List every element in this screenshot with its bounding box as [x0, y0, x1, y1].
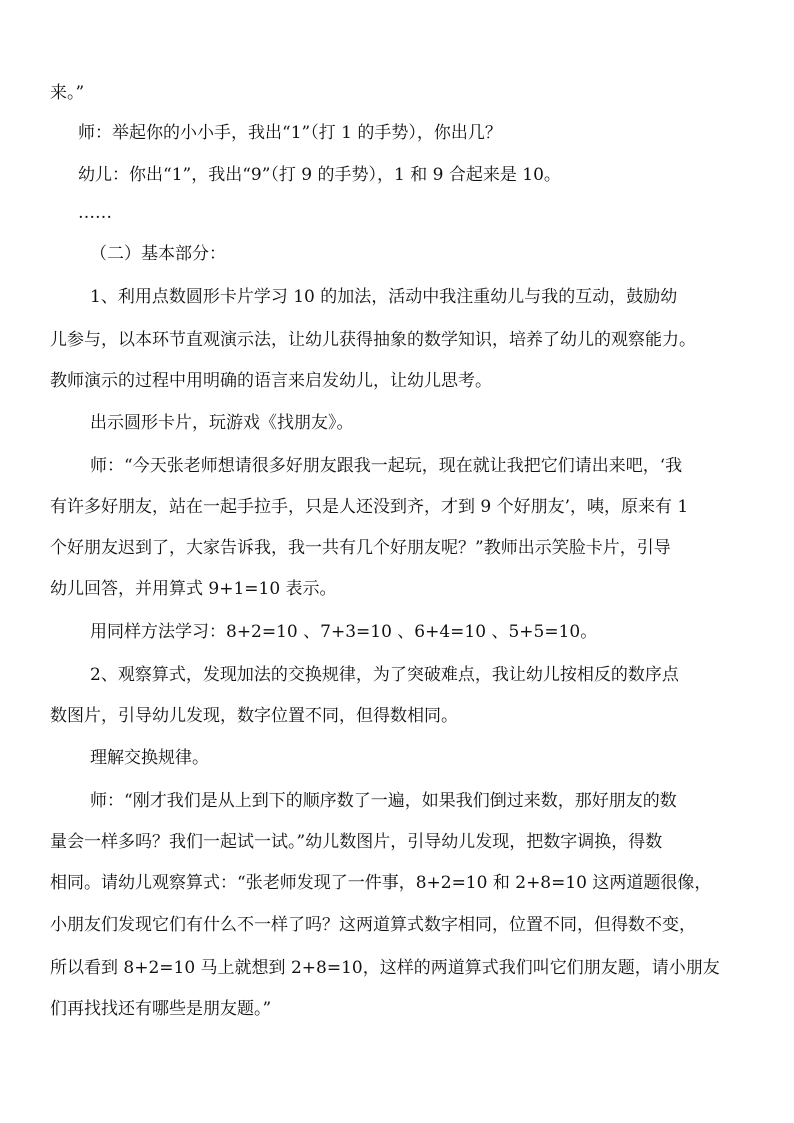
- paragraph-line: 数图片，引导幼儿发现，数字位置不同，但得数相同。: [50, 706, 458, 726]
- ellipsis-line: ……: [78, 203, 112, 223]
- paragraph-line: 幼儿：你出“1”，我出“9”（打 9 的手势），1 和 9 合起来是 10。: [78, 165, 561, 185]
- paragraph-line: 所以看到 8+2=10 马上就想到 2+8=10，这样的两道算式我们叫它们朋友题，请小朋友: [50, 958, 720, 978]
- paragraph-line: 幼儿回答，并用算式 9+1=10 表示。: [50, 579, 337, 599]
- paragraph-line: 量会一样多吗？我们一起试一试。”幼儿数图片，引导幼儿发现，把数字调换，得数: [50, 832, 663, 852]
- paragraph-line: 师：“今天张老师想请很多好朋友跟我一起玩，现在就让我把它们请出来吧，‘我: [90, 456, 683, 476]
- paragraph-line: 2、观察算式，发现加法的交换规律，为了突破难点，我让幼儿按相反的数序点: [90, 665, 679, 685]
- paragraph-line: 教师演示的过程中用明确的语言来启发幼儿，让幼儿思考。: [50, 371, 492, 391]
- paragraph-line: 相同。请幼儿观察算式：“张老师发现了一件事，8+2=10 和 2+8=10 这两道题很像，: [50, 873, 712, 893]
- paragraph-line: 1、利用点数圆形卡片学习 10 的加法，活动中我注重幼儿与我的互动，鼓励幼: [90, 287, 678, 307]
- paragraph-line: 用同样方法学习：8+2=10 、7+3=10 、6+4=10 、5+5=10。: [90, 622, 598, 642]
- paragraph-line: 师：举起你的小小手，我出“1”（打 1 的手势），你出几？: [78, 123, 502, 143]
- paragraph-line: 儿参与，以本环节直观演示法，让幼儿获得抽象的数学知识，培养了幼儿的观察能力。: [50, 330, 696, 350]
- paragraph-line: 个好朋友迟到了，大家告诉我，我一共有几个好朋友呢？”教师出示笑脸卡片，引导: [50, 538, 671, 558]
- paragraph-line: 理解交换规律。: [90, 748, 209, 768]
- paragraph-line: 师：“刚才我们是从上到下的顺序数了一遍，如果我们倒过来数，那好朋友的数: [90, 791, 677, 811]
- paragraph-line: 有许多好朋友，站在一起手拉手，只是人还没到齐，才到 9 个好朋友’，咦，原来有 1: [50, 497, 689, 517]
- paragraph-line: 小朋友们发现它们有什么不一样了吗？这两道算式数字相同，位置不同，但得数不变，: [50, 915, 696, 935]
- paragraph-line: 们再找找还有哪些是朋友题。”: [50, 999, 272, 1019]
- paragraph-line: 出示圆形卡片，玩游戏《找朋友》。: [90, 413, 354, 433]
- paragraph-line: 来。”: [50, 83, 85, 103]
- section-heading: （二）基本部分：: [90, 244, 226, 264]
